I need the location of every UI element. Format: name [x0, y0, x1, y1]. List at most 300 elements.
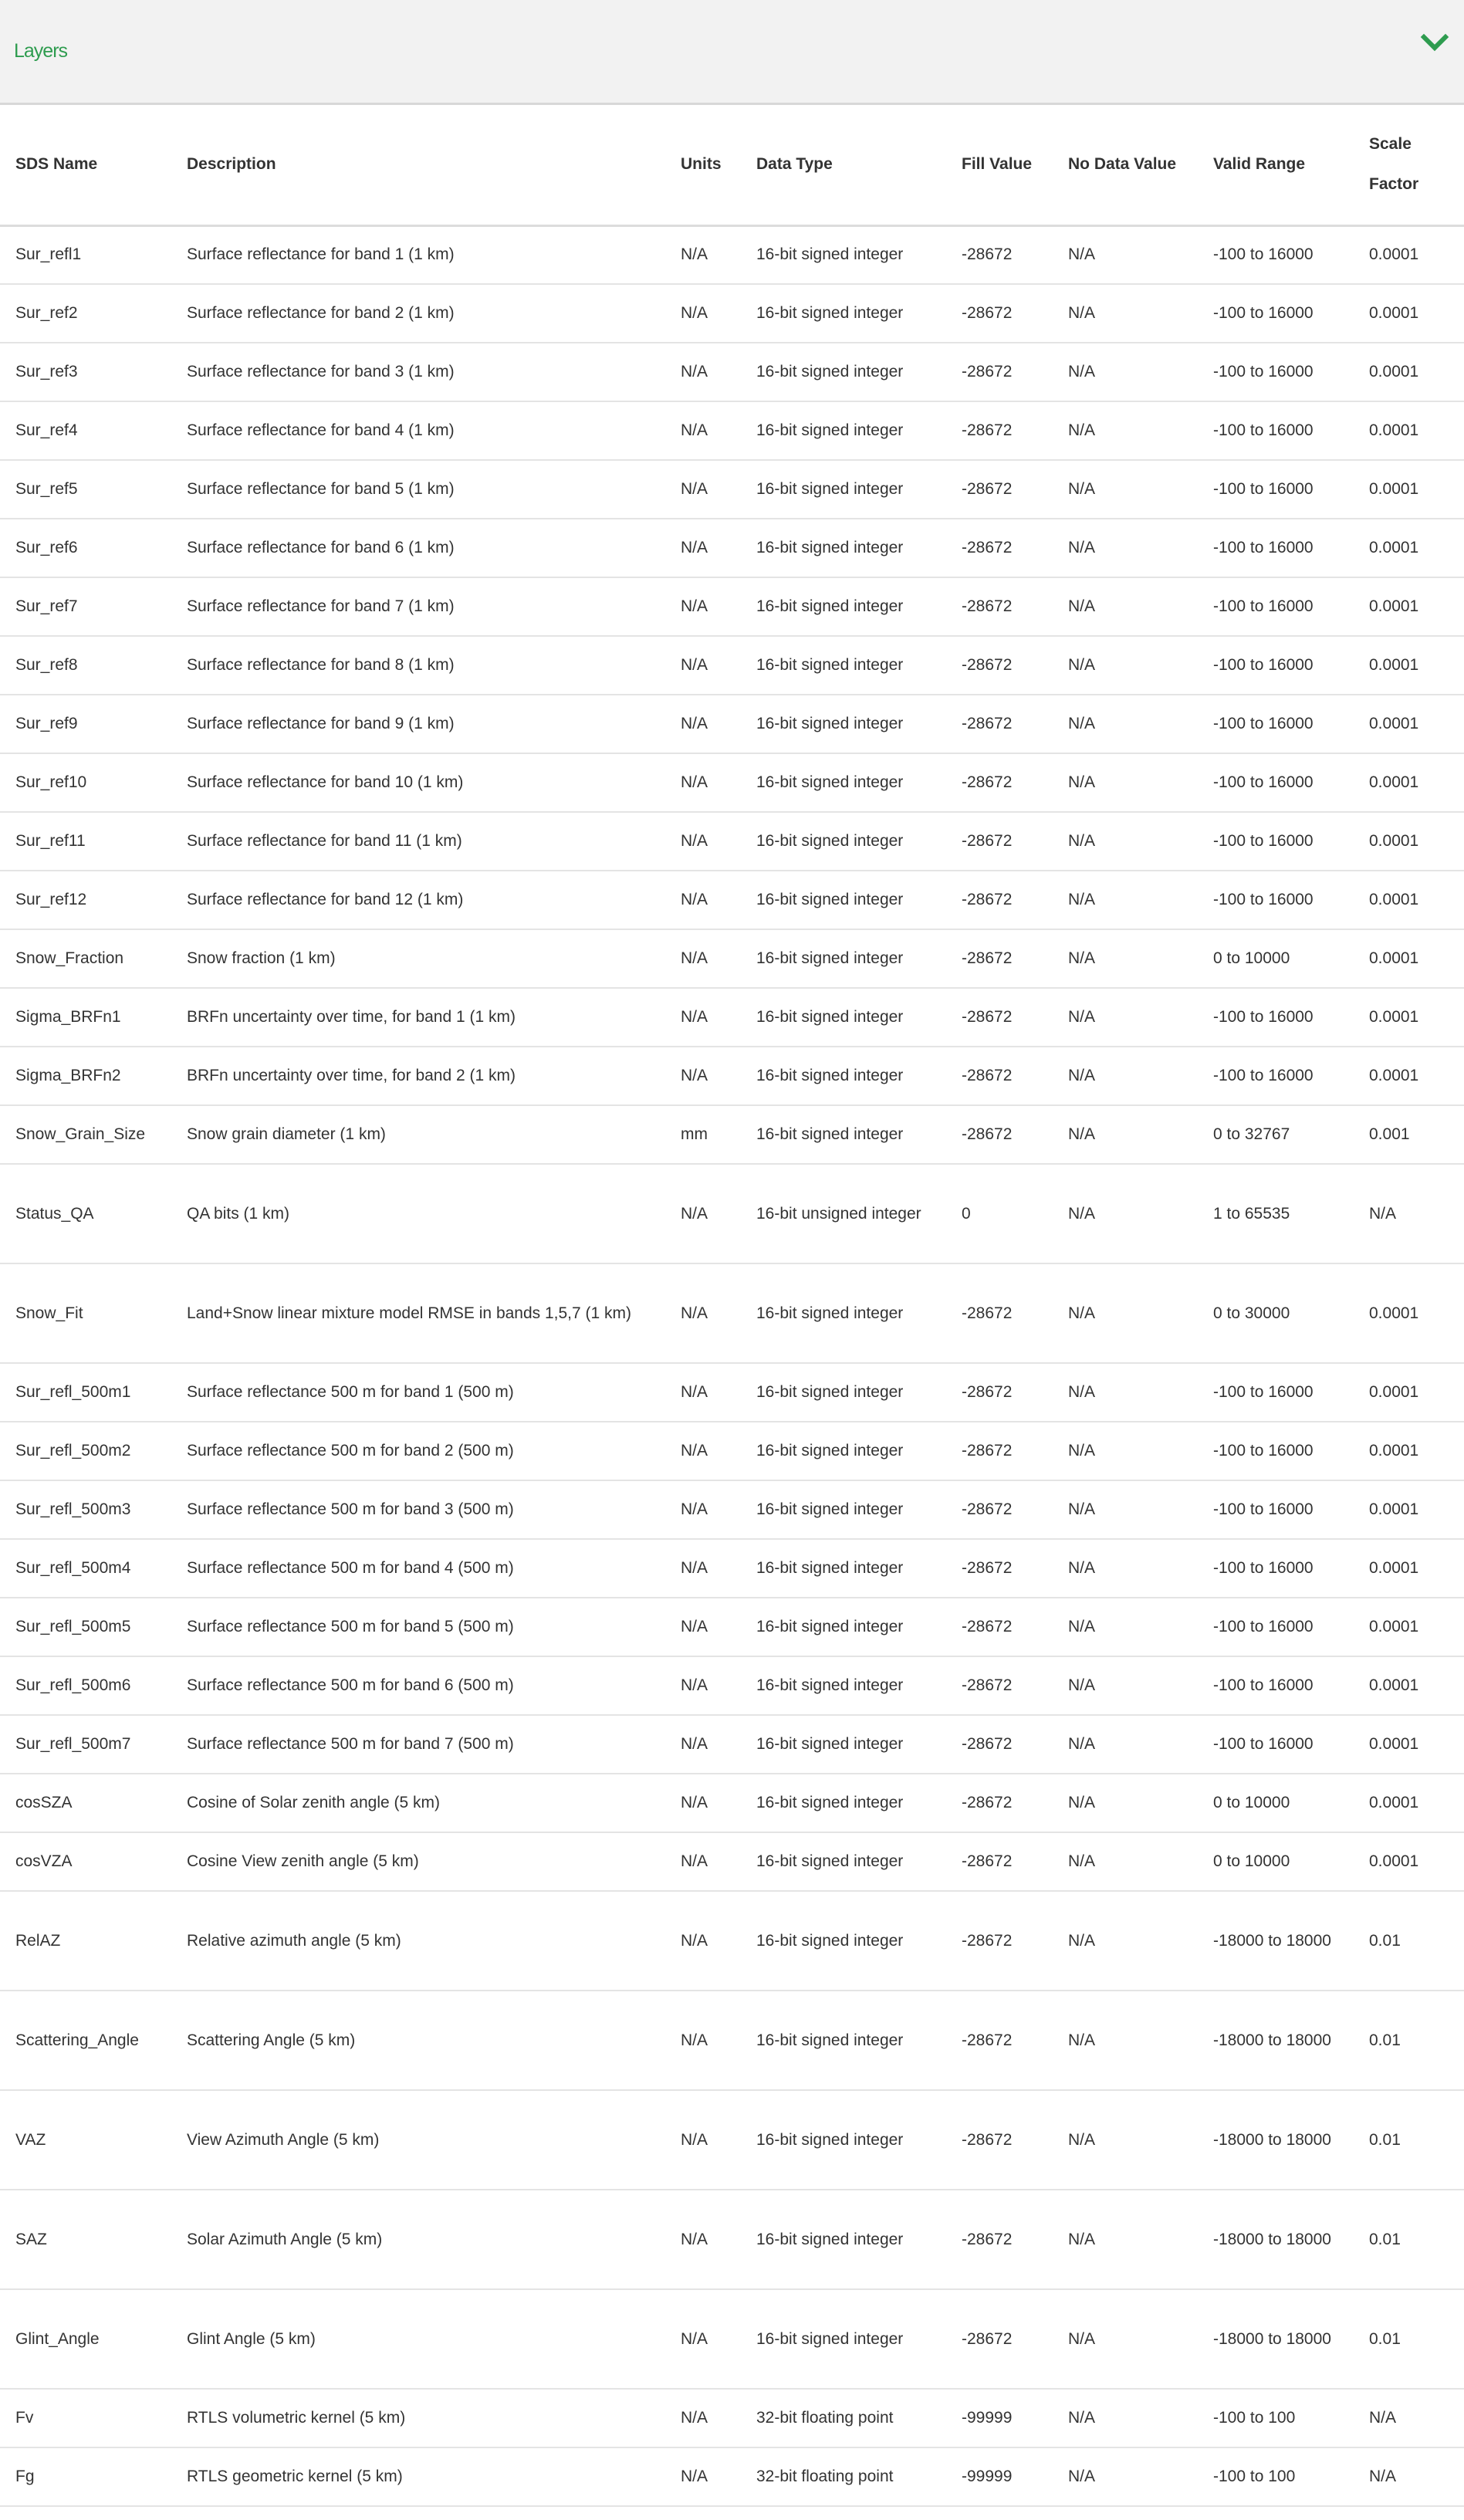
cell-description: Solar Azimuth Angle (5 km) — [171, 2190, 665, 2289]
cell-scale-factor: N/A — [1354, 2447, 1464, 2506]
cell-units: N/A — [665, 284, 741, 343]
cell-fill-value: -28672 — [946, 1832, 1053, 1891]
cell-units: N/A — [665, 1656, 741, 1715]
cell-scale-factor: 0.0001 — [1354, 284, 1464, 343]
cell-data-type: 16-bit unsigned integer — [741, 1164, 946, 1263]
cell-units: N/A — [665, 460, 741, 519]
cell-units: N/A — [665, 929, 741, 988]
cell-scale-factor: 0.0001 — [1354, 1480, 1464, 1539]
cell-data-type: 16-bit signed integer — [741, 519, 946, 577]
cell-description: BRFn uncertainty over time, for band 1 (1 km) — [171, 988, 665, 1047]
cell-scale-factor: 0.01 — [1354, 2090, 1464, 2190]
table-row — [0, 1422, 1464, 1480]
cell-fill-value: -28672 — [946, 1105, 1053, 1164]
cell-no-data-value: N/A — [1053, 871, 1198, 929]
cell-scale-factor: 0.01 — [1354, 1891, 1464, 1991]
cell-no-data-value: N/A — [1053, 2447, 1198, 2506]
cell-no-data-value: N/A — [1053, 343, 1198, 401]
chevron-down-icon[interactable] — [1419, 29, 1450, 56]
cell-valid-range: -100 to 16000 — [1198, 812, 1354, 871]
cell-description: Surface reflectance 500 m for band 2 (500 m) — [171, 1422, 665, 1480]
cell-description: Surface reflectance for band 10 (1 km) — [171, 753, 665, 812]
layers-panel-header[interactable] — [0, 0, 1464, 105]
cell-fill-value: -28672 — [946, 1263, 1053, 1363]
cell-valid-range: -100 to 16000 — [1198, 1363, 1354, 1422]
cell-description: Surface reflectance for band 12 (1 km) — [171, 871, 665, 929]
cell-data-type: 16-bit signed integer — [741, 401, 946, 460]
table-row — [0, 1656, 1464, 1715]
cell-no-data-value: N/A — [1053, 1164, 1198, 1263]
cell-valid-range: -100 to 16000 — [1198, 577, 1354, 636]
cell-no-data-value: N/A — [1053, 2389, 1198, 2447]
cell-sds-name: Status_QA — [0, 1164, 171, 1263]
table-row — [0, 1164, 1464, 1263]
cell-no-data-value: N/A — [1053, 1363, 1198, 1422]
cell-no-data-value: N/A — [1053, 636, 1198, 695]
cell-sds-name: Sur_ref2 — [0, 284, 171, 343]
cell-scale-factor: 0.0001 — [1354, 753, 1464, 812]
cell-valid-range: -100 to 16000 — [1198, 460, 1354, 519]
cell-scale-factor: 0.0001 — [1354, 695, 1464, 753]
cell-data-type: 32-bit floating point — [741, 2389, 946, 2447]
cell-sds-name: Snow_Grain_Size — [0, 1105, 171, 1164]
cell-data-type: 16-bit signed integer — [741, 988, 946, 1047]
table-row — [0, 2289, 1464, 2389]
cell-data-type: 16-bit signed integer — [741, 753, 946, 812]
table-row — [0, 1598, 1464, 1656]
table-row — [0, 1047, 1464, 1105]
cell-data-type: 16-bit signed integer — [741, 1539, 946, 1598]
cell-description: Surface reflectance for band 5 (1 km) — [171, 460, 665, 519]
cell-data-type: 16-bit signed integer — [741, 871, 946, 929]
table-row — [0, 2447, 1464, 2506]
cell-valid-range: 0 to 30000 — [1198, 1263, 1354, 1363]
cell-units: N/A — [665, 695, 741, 753]
column-header-description: Description — [171, 105, 665, 225]
cell-valid-range: -100 to 16000 — [1198, 225, 1354, 284]
cell-scale-factor: 0.0001 — [1354, 519, 1464, 577]
cell-no-data-value: N/A — [1053, 1598, 1198, 1656]
cell-description: Surface reflectance 500 m for band 6 (500 m) — [171, 1656, 665, 1715]
cell-scale-factor: 0.0001 — [1354, 1598, 1464, 1656]
cell-valid-range: 0 to 10000 — [1198, 1774, 1354, 1832]
cell-fill-value: -28672 — [946, 1598, 1053, 1656]
cell-sds-name: Sur_refl1 — [0, 225, 171, 284]
cell-fill-value: -28672 — [946, 2090, 1053, 2190]
cell-scale-factor: 0.01 — [1354, 2289, 1464, 2389]
cell-data-type: 16-bit signed integer — [741, 1363, 946, 1422]
cell-no-data-value: N/A — [1053, 1539, 1198, 1598]
cell-valid-range: 0 to 10000 — [1198, 929, 1354, 988]
cell-no-data-value: N/A — [1053, 1991, 1198, 2090]
cell-sds-name: Sur_ref10 — [0, 753, 171, 812]
cell-no-data-value: N/A — [1053, 1774, 1198, 1832]
cell-units: N/A — [665, 1047, 741, 1105]
cell-scale-factor: 0.0001 — [1354, 460, 1464, 519]
cell-valid-range: -100 to 16000 — [1198, 871, 1354, 929]
cell-fill-value: -28672 — [946, 1656, 1053, 1715]
cell-sds-name: SAZ — [0, 2190, 171, 2289]
cell-valid-range: 1 to 65535 — [1198, 1164, 1354, 1263]
layers-table — [0, 105, 1464, 2507]
cell-fill-value: -28672 — [946, 929, 1053, 988]
cell-sds-name: Sur_refl_500m3 — [0, 1480, 171, 1539]
cell-units: N/A — [665, 1363, 741, 1422]
cell-data-type: 16-bit signed integer — [741, 1263, 946, 1363]
cell-data-type: 16-bit signed integer — [741, 284, 946, 343]
table-row — [0, 753, 1464, 812]
cell-data-type: 16-bit signed integer — [741, 636, 946, 695]
cell-no-data-value: N/A — [1053, 1715, 1198, 1774]
table-row — [0, 1539, 1464, 1598]
cell-description: Glint Angle (5 km) — [171, 2289, 665, 2389]
cell-no-data-value: N/A — [1053, 1480, 1198, 1539]
cell-scale-factor: N/A — [1354, 1164, 1464, 1263]
panel-title: Layers — [14, 40, 68, 62]
cell-sds-name: Glint_Angle — [0, 2289, 171, 2389]
cell-description: Surface reflectance for band 6 (1 km) — [171, 519, 665, 577]
cell-description: Snow grain diameter (1 km) — [171, 1105, 665, 1164]
cell-units: N/A — [665, 519, 741, 577]
cell-fill-value: 0 — [946, 1164, 1053, 1263]
cell-description: RTLS volumetric kernel (5 km) — [171, 2389, 665, 2447]
table-row — [0, 1774, 1464, 1832]
table-row — [0, 1263, 1464, 1363]
cell-units: N/A — [665, 1774, 741, 1832]
cell-units: N/A — [665, 1480, 741, 1539]
cell-sds-name: Sur_ref7 — [0, 577, 171, 636]
cell-fill-value: -28672 — [946, 812, 1053, 871]
cell-scale-factor: 0.0001 — [1354, 1539, 1464, 1598]
cell-valid-range: -100 to 16000 — [1198, 1422, 1354, 1480]
cell-data-type: 16-bit signed integer — [741, 343, 946, 401]
cell-units: N/A — [665, 2289, 741, 2389]
cell-sds-name: Snow_Fraction — [0, 929, 171, 988]
cell-no-data-value: N/A — [1053, 2289, 1198, 2389]
table-row — [0, 1891, 1464, 1991]
cell-units: N/A — [665, 871, 741, 929]
cell-sds-name: Sur_refl_500m1 — [0, 1363, 171, 1422]
cell-description: Surface reflectance 500 m for band 3 (500 m) — [171, 1480, 665, 1539]
cell-no-data-value: N/A — [1053, 1047, 1198, 1105]
cell-fill-value: -28672 — [946, 1774, 1053, 1832]
cell-description: View Azimuth Angle (5 km) — [171, 2090, 665, 2190]
table-row — [0, 343, 1464, 401]
cell-fill-value: -28672 — [946, 1047, 1053, 1105]
cell-description: Surface reflectance 500 m for band 1 (500 m) — [171, 1363, 665, 1422]
cell-sds-name: cosVZA — [0, 1832, 171, 1891]
cell-valid-range: -100 to 16000 — [1198, 401, 1354, 460]
table-row — [0, 1105, 1464, 1164]
cell-no-data-value: N/A — [1053, 577, 1198, 636]
table-row — [0, 929, 1464, 988]
cell-no-data-value: N/A — [1053, 460, 1198, 519]
cell-fill-value: -28672 — [946, 225, 1053, 284]
cell-scale-factor: 0.0001 — [1354, 1047, 1464, 1105]
cell-no-data-value: N/A — [1053, 401, 1198, 460]
cell-valid-range: -18000 to 18000 — [1198, 2090, 1354, 2190]
cell-valid-range: -100 to 16000 — [1198, 284, 1354, 343]
cell-sds-name: VAZ — [0, 2090, 171, 2190]
table-row — [0, 1991, 1464, 2090]
cell-fill-value: -28672 — [946, 1715, 1053, 1774]
cell-data-type: 32-bit floating point — [741, 2447, 946, 2506]
cell-no-data-value: N/A — [1053, 2190, 1198, 2289]
table-row — [0, 695, 1464, 753]
cell-scale-factor: 0.01 — [1354, 2190, 1464, 2289]
table-row — [0, 988, 1464, 1047]
column-header-fill-value: Fill Value — [946, 105, 1053, 225]
table-body — [0, 225, 1464, 2506]
cell-fill-value: -28672 — [946, 753, 1053, 812]
cell-no-data-value: N/A — [1053, 988, 1198, 1047]
cell-sds-name: Scattering_Angle — [0, 1991, 171, 2090]
cell-units: N/A — [665, 1422, 741, 1480]
cell-sds-name: Sur_refl_500m6 — [0, 1656, 171, 1715]
cell-no-data-value: N/A — [1053, 519, 1198, 577]
cell-data-type: 16-bit signed integer — [741, 577, 946, 636]
cell-scale-factor: 0.0001 — [1354, 871, 1464, 929]
cell-sds-name: Snow_Fit — [0, 1263, 171, 1363]
cell-fill-value: -99999 — [946, 2389, 1053, 2447]
cell-data-type: 16-bit signed integer — [741, 2190, 946, 2289]
cell-data-type: 16-bit signed integer — [741, 1422, 946, 1480]
cell-valid-range: -100 to 16000 — [1198, 1539, 1354, 1598]
cell-fill-value: -28672 — [946, 1480, 1053, 1539]
cell-scale-factor: 0.01 — [1354, 1991, 1464, 2090]
cell-fill-value: -28672 — [946, 636, 1053, 695]
cell-scale-factor: 0.0001 — [1354, 636, 1464, 695]
cell-fill-value: -28672 — [946, 2289, 1053, 2389]
table-row — [0, 1363, 1464, 1422]
cell-description: Surface reflectance for band 3 (1 km) — [171, 343, 665, 401]
cell-no-data-value: N/A — [1053, 812, 1198, 871]
cell-valid-range: -18000 to 18000 — [1198, 2289, 1354, 2389]
table-row — [0, 519, 1464, 577]
cell-data-type: 16-bit signed integer — [741, 695, 946, 753]
cell-description: Surface reflectance for band 8 (1 km) — [171, 636, 665, 695]
cell-valid-range: -100 to 100 — [1198, 2447, 1354, 2506]
cell-scale-factor: 0.0001 — [1354, 577, 1464, 636]
cell-description: Surface reflectance 500 m for band 4 (500 m) — [171, 1539, 665, 1598]
cell-fill-value: -99999 — [946, 2447, 1053, 2506]
cell-description: Surface reflectance 500 m for band 5 (500 m) — [171, 1598, 665, 1656]
table-row — [0, 812, 1464, 871]
cell-units: N/A — [665, 1598, 741, 1656]
cell-no-data-value: N/A — [1053, 1891, 1198, 1991]
cell-data-type: 16-bit signed integer — [741, 1047, 946, 1105]
cell-description: Surface reflectance for band 2 (1 km) — [171, 284, 665, 343]
cell-data-type: 16-bit signed integer — [741, 460, 946, 519]
cell-fill-value: -28672 — [946, 1363, 1053, 1422]
cell-units: N/A — [665, 2090, 741, 2190]
cell-fill-value: -28672 — [946, 343, 1053, 401]
cell-valid-range: -100 to 16000 — [1198, 343, 1354, 401]
column-header-scale-factor: Scale Factor — [1354, 105, 1464, 225]
cell-data-type: 16-bit signed integer — [741, 2289, 946, 2389]
column-header-units: Units — [665, 105, 741, 225]
cell-no-data-value: N/A — [1053, 225, 1198, 284]
table-row — [0, 401, 1464, 460]
cell-valid-range: -100 to 16000 — [1198, 753, 1354, 812]
cell-sds-name: cosSZA — [0, 1774, 171, 1832]
cell-valid-range: -100 to 16000 — [1198, 636, 1354, 695]
table-row — [0, 577, 1464, 636]
cell-sds-name: Sur_ref3 — [0, 343, 171, 401]
cell-units: N/A — [665, 1891, 741, 1991]
layers-table-container — [0, 105, 1464, 2507]
cell-sds-name: Sur_ref6 — [0, 519, 171, 577]
cell-description: Land+Snow linear mixture model RMSE in bands 1,5,7 (1 km) — [171, 1263, 665, 1363]
cell-units: N/A — [665, 2190, 741, 2289]
cell-fill-value: -28672 — [946, 284, 1053, 343]
cell-units: N/A — [665, 1164, 741, 1263]
cell-no-data-value: N/A — [1053, 1105, 1198, 1164]
table-row — [0, 284, 1464, 343]
cell-scale-factor: 0.0001 — [1354, 1656, 1464, 1715]
cell-sds-name: Sur_ref12 — [0, 871, 171, 929]
cell-no-data-value: N/A — [1053, 1832, 1198, 1891]
cell-units: N/A — [665, 2389, 741, 2447]
cell-data-type: 16-bit signed integer — [741, 1656, 946, 1715]
cell-no-data-value: N/A — [1053, 695, 1198, 753]
cell-data-type: 16-bit signed integer — [741, 1891, 946, 1991]
cell-scale-factor: 0.0001 — [1354, 988, 1464, 1047]
cell-no-data-value: N/A — [1053, 929, 1198, 988]
cell-valid-range: 0 to 32767 — [1198, 1105, 1354, 1164]
cell-sds-name: Sur_ref9 — [0, 695, 171, 753]
cell-units: N/A — [665, 1539, 741, 1598]
cell-fill-value: -28672 — [946, 460, 1053, 519]
table-row — [0, 225, 1464, 284]
cell-description: Surface reflectance for band 4 (1 km) — [171, 401, 665, 460]
table-header-row — [0, 105, 1464, 225]
column-header-no-data-value: No Data Value — [1053, 105, 1198, 225]
cell-data-type: 16-bit signed integer — [741, 2090, 946, 2190]
cell-sds-name: Sur_ref8 — [0, 636, 171, 695]
cell-scale-factor: 0.0001 — [1354, 1774, 1464, 1832]
cell-units: mm — [665, 1105, 741, 1164]
cell-fill-value: -28672 — [946, 695, 1053, 753]
cell-units: N/A — [665, 401, 741, 460]
cell-scale-factor: N/A — [1354, 2389, 1464, 2447]
cell-description: Cosine of Solar zenith angle (5 km) — [171, 1774, 665, 1832]
cell-no-data-value: N/A — [1053, 1263, 1198, 1363]
cell-data-type: 16-bit signed integer — [741, 225, 946, 284]
cell-scale-factor: 0.0001 — [1354, 1363, 1464, 1422]
cell-fill-value: -28672 — [946, 871, 1053, 929]
cell-scale-factor: 0.0001 — [1354, 1263, 1464, 1363]
cell-description: BRFn uncertainty over time, for band 2 (1 km) — [171, 1047, 665, 1105]
cell-valid-range: -100 to 16000 — [1198, 1656, 1354, 1715]
cell-description: QA bits (1 km) — [171, 1164, 665, 1263]
cell-description: Surface reflectance for band 11 (1 km) — [171, 812, 665, 871]
cell-fill-value: -28672 — [946, 2190, 1053, 2289]
cell-fill-value: -28672 — [946, 519, 1053, 577]
cell-data-type: 16-bit signed integer — [741, 1832, 946, 1891]
cell-sds-name: Sigma_BRFn2 — [0, 1047, 171, 1105]
cell-description: Surface reflectance for band 7 (1 km) — [171, 577, 665, 636]
cell-units: N/A — [665, 636, 741, 695]
cell-fill-value: -28672 — [946, 1891, 1053, 1991]
cell-sds-name: Sur_refl_500m7 — [0, 1715, 171, 1774]
cell-description: Surface reflectance 500 m for band 7 (500 m) — [171, 1715, 665, 1774]
column-header-data-type: Data Type — [741, 105, 946, 225]
cell-units: N/A — [665, 812, 741, 871]
column-header-sds-name: SDS Name — [0, 105, 171, 225]
table-row — [0, 871, 1464, 929]
cell-scale-factor: 0.0001 — [1354, 1422, 1464, 1480]
cell-valid-range: -100 to 16000 — [1198, 1598, 1354, 1656]
cell-valid-range: -100 to 16000 — [1198, 519, 1354, 577]
cell-data-type: 16-bit signed integer — [741, 1991, 946, 2090]
cell-sds-name: Sur_ref5 — [0, 460, 171, 519]
cell-description: Relative azimuth angle (5 km) — [171, 1891, 665, 1991]
cell-no-data-value: N/A — [1053, 1422, 1198, 1480]
table-row — [0, 1480, 1464, 1539]
cell-scale-factor: 0.0001 — [1354, 929, 1464, 988]
cell-valid-range: -100 to 16000 — [1198, 988, 1354, 1047]
cell-fill-value: -28672 — [946, 1422, 1053, 1480]
cell-units: N/A — [665, 577, 741, 636]
cell-data-type: 16-bit signed integer — [741, 1598, 946, 1656]
cell-no-data-value: N/A — [1053, 1656, 1198, 1715]
cell-units: N/A — [665, 1832, 741, 1891]
cell-scale-factor: 0.0001 — [1354, 225, 1464, 284]
cell-units: N/A — [665, 1991, 741, 2090]
cell-data-type: 16-bit signed integer — [741, 1774, 946, 1832]
cell-fill-value: -28672 — [946, 988, 1053, 1047]
cell-sds-name: Sur_ref11 — [0, 812, 171, 871]
cell-no-data-value: N/A — [1053, 753, 1198, 812]
cell-sds-name: Sur_refl_500m2 — [0, 1422, 171, 1480]
cell-sds-name: Sigma_BRFn1 — [0, 988, 171, 1047]
cell-scale-factor: 0.0001 — [1354, 812, 1464, 871]
cell-data-type: 16-bit signed integer — [741, 812, 946, 871]
cell-valid-range: -100 to 16000 — [1198, 1480, 1354, 1539]
cell-data-type: 16-bit signed integer — [741, 1480, 946, 1539]
cell-description: RTLS geometric kernel (5 km) — [171, 2447, 665, 2506]
table-row — [0, 2389, 1464, 2447]
table-row — [0, 1832, 1464, 1891]
cell-valid-range: -18000 to 18000 — [1198, 1891, 1354, 1991]
cell-units: N/A — [665, 225, 741, 284]
cell-units: N/A — [665, 1715, 741, 1774]
cell-description: Scattering Angle (5 km) — [171, 1991, 665, 2090]
cell-valid-range: -100 to 16000 — [1198, 1715, 1354, 1774]
cell-fill-value: -28672 — [946, 401, 1053, 460]
cell-scale-factor: 0.0001 — [1354, 1715, 1464, 1774]
cell-units: N/A — [665, 1263, 741, 1363]
cell-valid-range: -100 to 16000 — [1198, 695, 1354, 753]
cell-no-data-value: N/A — [1053, 2090, 1198, 2190]
cell-no-data-value: N/A — [1053, 284, 1198, 343]
cell-sds-name: Fg — [0, 2447, 171, 2506]
cell-sds-name: RelAZ — [0, 1891, 171, 1991]
cell-sds-name: Sur_refl_500m4 — [0, 1539, 171, 1598]
cell-description: Surface reflectance for band 1 (1 km) — [171, 225, 665, 284]
cell-sds-name: Fv — [0, 2389, 171, 2447]
cell-description: Surface reflectance for band 9 (1 km) — [171, 695, 665, 753]
table-row — [0, 2190, 1464, 2289]
cell-scale-factor: 0.0001 — [1354, 343, 1464, 401]
cell-units: N/A — [665, 343, 741, 401]
cell-valid-range: -100 to 16000 — [1198, 1047, 1354, 1105]
cell-units: N/A — [665, 2447, 741, 2506]
cell-valid-range: -18000 to 18000 — [1198, 1991, 1354, 2090]
cell-data-type: 16-bit signed integer — [741, 1105, 946, 1164]
cell-units: N/A — [665, 988, 741, 1047]
